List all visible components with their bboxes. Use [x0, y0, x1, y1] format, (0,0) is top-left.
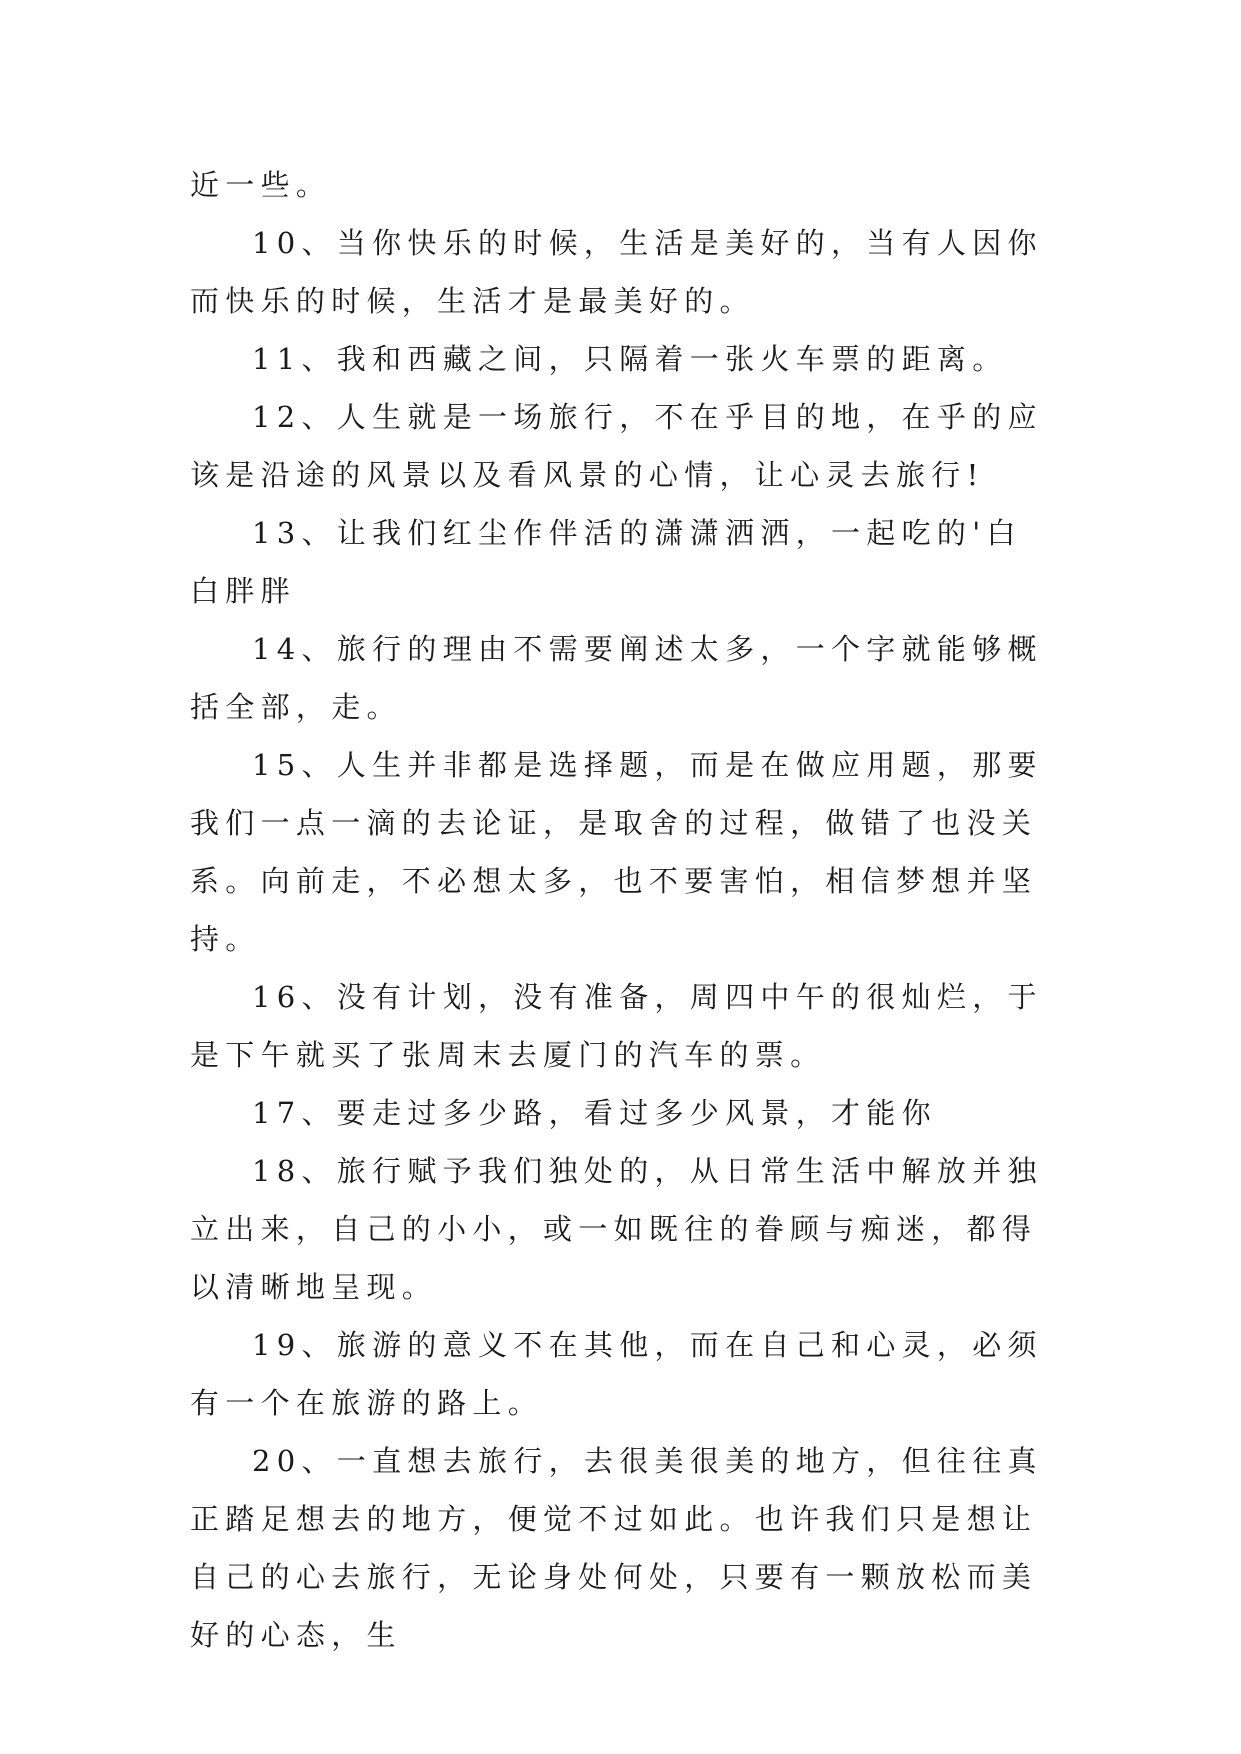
paragraph-18: 18、旅行赋予我们独处的，从日常生活中解放并独立出来，自己的小小，或一如既往的眷顾与痴迷，都得以清晰地呈现。	[190, 1154, 1043, 1304]
paragraph-13: 13、让我们红尘作伴活的潇潇洒洒，一起吃的'白白胖胖	[190, 516, 1022, 608]
document-body	[190, 156, 1050, 1664]
paragraph-continuation: 近一些。	[190, 168, 332, 202]
paragraph-20: 20、一直想去旅行，去很美很美的地方，但往往真正踏足想去的地方，便觉不过如此。也许我们只是想让自己的心去旅行，无论身处何处，只要有一颗放松而美好的心态，生	[190, 1444, 1043, 1652]
paragraph-15: 15、人生并非都是选择题，而是在做应用题，那要我们一点一滴的去论证，是取舍的过程，做错了也没关系。向前走，不必想太多，也不要害怕，相信梦想并坚持。	[190, 748, 1043, 956]
paragraph-16: 16、没有计划，没有准备，周四中午的很灿烂，于是下午就买了张周末去厦门的汽车的票。	[190, 980, 1043, 1072]
paragraph-10: 10、当你快乐的时候，生活是美好的，当有人因你而快乐的时候，生活才是最美好的。	[190, 226, 1043, 318]
paragraph-19: 19、旅游的意义不在其他，而在自己和心灵，必须有一个在旅游的路上。	[190, 1328, 1043, 1420]
paragraph-14: 14、旅行的理由不需要阐述太多，一个字就能够概括全部，走。	[190, 632, 1043, 724]
paragraph-17: 17、要走过多少路，看过多少风景，才能你	[252, 1096, 937, 1130]
paragraph-12: 12、人生就是一场旅行，不在乎目的地，在乎的应该是沿途的风景以及看风景的心情，让心灵去旅行!	[190, 400, 1043, 492]
paragraph-11: 11、我和西藏之间，只隔着一张火车票的距离。	[252, 342, 1008, 376]
